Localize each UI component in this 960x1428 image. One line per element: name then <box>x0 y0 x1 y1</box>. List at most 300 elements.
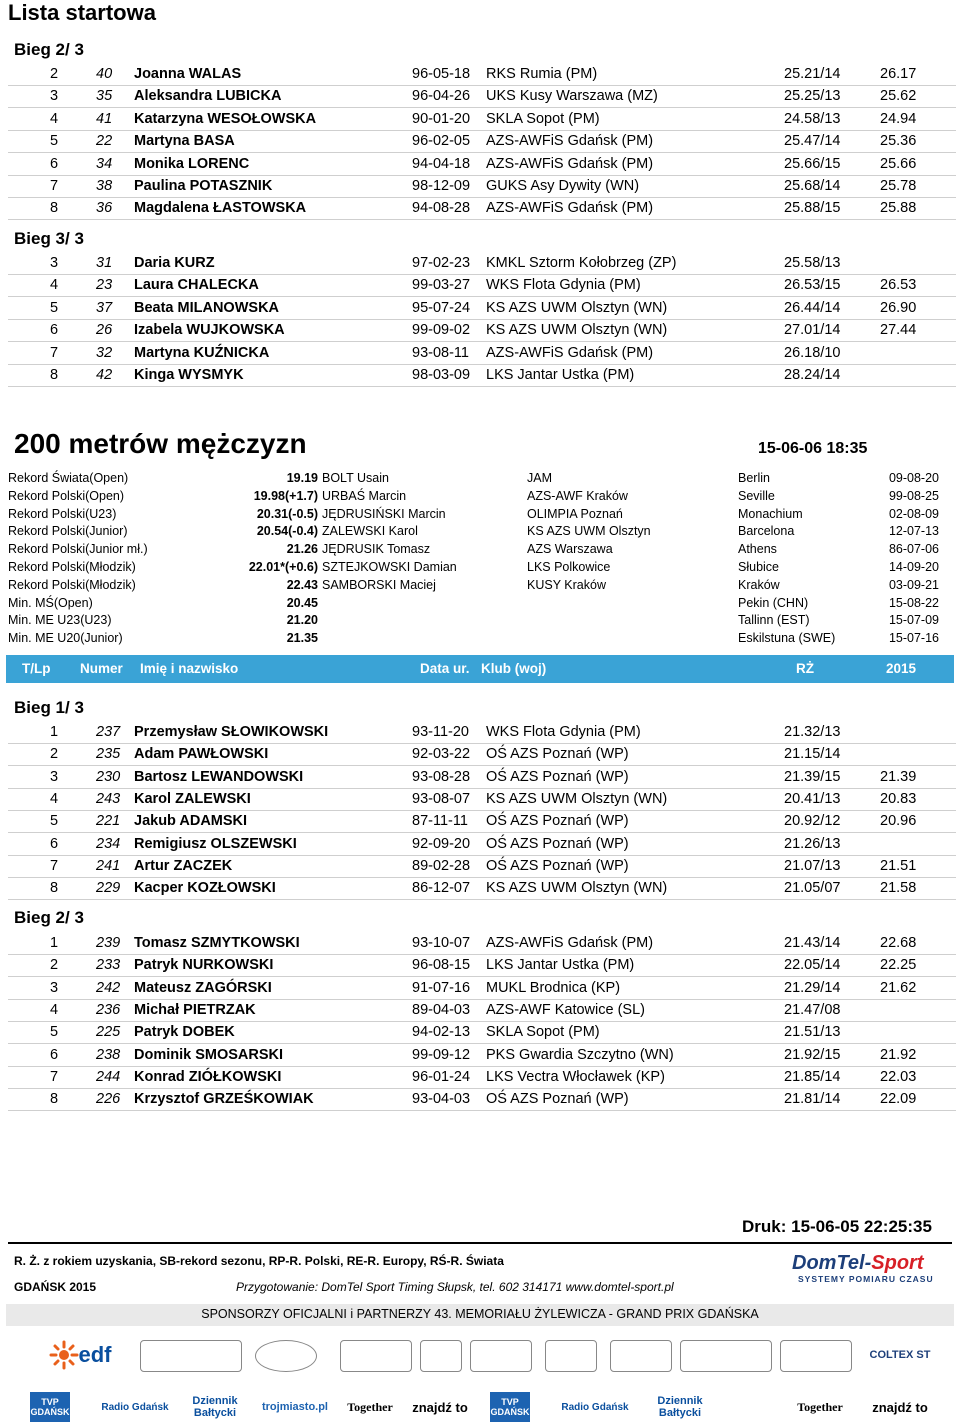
cell-lp: 4 <box>50 1001 59 1018</box>
cell-pb: 21.32/13 <box>784 724 841 740</box>
cell-num: 243 <box>96 790 121 807</box>
cell-lp: 8 <box>50 1091 59 1108</box>
cell-club: OŚ AZS Poznań (WP) <box>486 835 629 852</box>
record-row <box>0 577 960 595</box>
record-club: LKS Polkowice <box>527 560 611 574</box>
cell-club: OŚ AZS Poznań (WP) <box>486 813 629 830</box>
record-city: Słubice <box>738 560 779 574</box>
table-row <box>8 153 956 176</box>
cell-num: 38 <box>96 178 113 194</box>
cell-lp: 5 <box>50 299 59 316</box>
cell-club: KS AZS UWM Olsztyn (WN) <box>486 299 668 316</box>
cell-sb: 25.62 <box>880 88 917 105</box>
sponsor-pfron-logo <box>140 1340 242 1372</box>
cell-name: Tomasz SZMYTKOWSKI <box>134 935 300 951</box>
cell-pb: 27.01/14 <box>784 322 841 339</box>
column-number: Numer <box>80 661 123 676</box>
sponsor-together-logo: Together <box>347 1399 393 1414</box>
cell-club: AZS-AWFiS Gdańsk (PM) <box>486 935 654 951</box>
record-date: 86-07-06 <box>888 542 939 557</box>
cell-dob: 92-03-22 <box>412 746 471 763</box>
record-label: Rekord Świata(Open) <box>8 471 129 485</box>
cell-num: 31 <box>96 255 113 271</box>
cell-pb: 21.92/15 <box>784 1046 841 1063</box>
cell-pb: 21.39/15 <box>784 768 841 785</box>
table-row <box>8 954 956 977</box>
record-club: AZS Warszawa <box>527 542 613 557</box>
cell-name: Karol ZALEWSKI <box>134 790 251 807</box>
cell-num: 239 <box>96 935 121 951</box>
cell-num: 22 <box>96 133 113 150</box>
record-result-value: 21.26 <box>286 542 318 557</box>
cell-sb: 21.39 <box>880 768 917 785</box>
cell-dob: 96-04-26 <box>412 88 471 105</box>
cell-dob: 89-04-03 <box>412 1001 471 1018</box>
cell-lp: 1 <box>50 724 59 740</box>
record-date: 99-08-25 <box>888 488 939 503</box>
record-row <box>0 630 960 648</box>
cell-name: Kacper KOZŁOWSKI <box>134 880 276 897</box>
record-athlete: SAMBORSKI Maciej <box>322 577 436 592</box>
cell-lp: 5 <box>50 1024 59 1041</box>
cell-num: 26 <box>96 322 113 339</box>
table-row <box>8 833 956 856</box>
table-row <box>8 85 956 108</box>
cell-sb: 22.09 <box>880 1091 917 1108</box>
record-date: 14-09-20 <box>888 560 939 574</box>
cell-name: Dominik SMOSARSKI <box>134 1046 284 1063</box>
record-athlete: JĘDRUSIK Tomasz <box>322 542 431 557</box>
cell-pb: 20.41/13 <box>784 790 841 807</box>
cell-name: Konrad ZIÓŁKOWSKI <box>134 1068 282 1085</box>
cell-pb: 21.07/13 <box>784 857 841 874</box>
footer-divider <box>8 1242 952 1244</box>
cell-dob: 93-10-07 <box>412 935 471 951</box>
prepared-by: Przygotowanie: DomTel Sport Timing Słupsk, tel. 602 314171 www.domtel-sport.pl <box>236 1280 674 1294</box>
record-result <box>287 613 318 627</box>
column-header-bar <box>6 655 954 683</box>
cell-dob: 98-12-09 <box>412 178 471 194</box>
cell-dob: 96-02-05 <box>412 133 471 150</box>
record-date: 02-08-09 <box>888 506 939 521</box>
cell-pb: 25.21/14 <box>784 66 841 82</box>
table-row <box>8 108 956 131</box>
cell-sb: 26.53 <box>880 277 917 294</box>
cell-num: 238 <box>96 1046 121 1063</box>
cell-pb: 21.51/13 <box>784 1024 841 1041</box>
record-city: Seville <box>738 488 775 503</box>
cell-dob: 87-11-11 <box>412 813 468 830</box>
record-result-value: 19.98(+1.7) <box>253 488 318 503</box>
cell-name: Przemysław SŁOWIKOWSKI <box>134 724 329 740</box>
cell-club: WKS Flota Gdynia (PM) <box>486 724 641 740</box>
record-result <box>287 631 318 645</box>
cell-name: Kinga WYSMYK <box>134 367 244 383</box>
cell-club: AZS-AWFiS Gdańsk (PM) <box>486 133 654 150</box>
record-date: 15-07-16 <box>888 631 939 646</box>
cell-club: AZS-AWFiS Gdańsk (PM) <box>486 155 654 172</box>
record-date: 03-09-21 <box>888 577 939 592</box>
cell-num: 34 <box>96 155 113 172</box>
cell-club: UKS Kusy Warszawa (MZ) <box>486 88 658 105</box>
cell-name: Mateusz ZAGÓRSKI <box>134 979 272 996</box>
record-city: Berlin <box>738 471 770 485</box>
record-row <box>0 541 960 559</box>
cell-lp: 7 <box>50 178 59 194</box>
cell-dob: 91-07-16 <box>412 979 471 996</box>
cell-dob: 94-04-18 <box>412 155 471 172</box>
cell-dob: 94-02-13 <box>412 1024 471 1041</box>
cell-lp: 1 <box>50 935 59 951</box>
cell-lp: 3 <box>50 255 59 271</box>
cell-dob: 97-02-23 <box>412 255 471 271</box>
cell-club: AZS-AWFiS Gdańsk (PM) <box>486 344 654 361</box>
edf-sun-icon <box>49 1340 79 1370</box>
logo-main-text: DomTel- <box>792 1252 872 1274</box>
cell-pb: 26.18/10 <box>784 344 841 361</box>
cell-name: Artur ZACZEK <box>134 857 233 874</box>
record-row <box>0 523 960 541</box>
cell-sb: 25.88 <box>880 200 917 217</box>
cell-club: KS AZS UWM Olsztyn (WN) <box>486 880 668 897</box>
table-row <box>8 977 956 1000</box>
cell-club: KS AZS UWM Olsztyn (WN) <box>486 790 668 807</box>
table-row <box>8 175 956 198</box>
record-athlete: JĘDRUSIŃSKI Marcin <box>322 506 446 521</box>
cell-dob: 96-05-18 <box>412 66 471 82</box>
cell-num: 244 <box>96 1068 121 1085</box>
sponsor-tvp-logo: TVP GDAŃSK <box>30 1392 70 1422</box>
cell-pb: 21.26/13 <box>784 835 841 852</box>
cell-sb: 22.03 <box>880 1068 917 1085</box>
table-row <box>8 877 956 900</box>
cell-club: OŚ AZS Poznań (WP) <box>486 768 629 785</box>
record-label: Rekord Polski(Open) <box>8 488 125 503</box>
record-city: Athens <box>738 542 777 557</box>
cell-dob: 96-01-24 <box>412 1068 471 1085</box>
edf-text: edf <box>78 1342 112 1367</box>
table-row <box>8 855 956 878</box>
record-result-value: 20.45 <box>286 595 318 610</box>
sponsor-radio-gdansk-logo: Radio Gdańsk <box>101 1401 169 1413</box>
cell-sb: 20.96 <box>880 813 917 830</box>
table-row <box>8 1044 956 1067</box>
event-city-year: GDAŃSK 2015 <box>14 1280 97 1294</box>
sponsor-naftoport-logo <box>470 1340 532 1372</box>
sponsor-radio-gdansk-logo-2: Radio Gdańsk <box>561 1401 629 1413</box>
table-row <box>8 252 956 275</box>
cell-dob: 93-08-11 <box>412 344 469 361</box>
cell-name: Jakub ADAMSKI <box>134 813 248 830</box>
cell-pb: 26.53/15 <box>784 277 841 294</box>
heat-title: Bieg 2/ 3 <box>14 908 84 927</box>
record-result <box>257 507 318 521</box>
cell-club: SKLA Sopot (PM) <box>486 110 600 127</box>
record-club: KUSY Kraków <box>527 577 606 592</box>
table-row <box>8 197 956 220</box>
sponsor-trojmiasto-logo: trojmiasto.pl <box>261 1401 328 1413</box>
cell-num: 233 <box>96 957 121 974</box>
cell-lp: 5 <box>50 813 59 830</box>
record-result-value: 20.31(-0.5) <box>256 506 318 521</box>
table-row <box>8 1088 956 1111</box>
cell-lp: 3 <box>50 979 59 996</box>
record-row <box>0 470 960 488</box>
record-city: Tallinn (EST) <box>738 613 810 628</box>
heat-title: Bieg 2/ 3 <box>14 40 84 59</box>
cell-pb: 21.85/14 <box>784 1068 841 1085</box>
table-row <box>8 932 956 955</box>
record-club: JAM <box>527 471 552 485</box>
cell-dob: 99-09-12 <box>412 1046 471 1063</box>
record-label: Rekord Polski(Junior) <box>8 524 128 539</box>
table-row <box>8 1066 956 1089</box>
event-title: 200 metrów mężczyzn <box>14 428 307 459</box>
record-label: Rekord Polski(Młodzik) <box>8 560 136 574</box>
sponsor-tvp-logo-2: TVP GDAŃSK <box>490 1392 530 1422</box>
record-city: Barcelona <box>738 524 795 539</box>
legend-text: R. Ż. z rokiem uzyskania, SB-rekord sezonu, RP-R. Polski, RE-R. Europy, RŚ-R. Świata <box>14 1254 504 1268</box>
cell-num: 241 <box>96 857 121 874</box>
table-row <box>8 342 956 365</box>
sponsor-znajdz-logo: znajdź to <box>412 1399 468 1415</box>
cell-name: Patryk NURKOWSKI <box>134 957 274 974</box>
sponsor-znajdz-logo-2: znajdź to <box>872 1399 928 1415</box>
cell-num: 226 <box>96 1091 121 1108</box>
cell-pb: 21.47/08 <box>784 1001 841 1018</box>
cell-name: Beata MILANOWSKA <box>134 299 280 316</box>
cell-dob: 95-07-24 <box>412 299 471 316</box>
cell-sb: 26.90 <box>880 299 917 316</box>
cell-lp: 5 <box>50 133 59 150</box>
table-row <box>8 297 956 320</box>
cell-pb: 21.05/07 <box>784 880 841 897</box>
cell-pb: 26.44/14 <box>784 299 841 316</box>
record-row <box>0 595 960 613</box>
table-row <box>8 130 956 153</box>
record-label: Min. ME U23(U23) <box>8 613 112 628</box>
column-pb: RŻ <box>796 661 814 676</box>
cell-lp: 7 <box>50 344 59 361</box>
cell-dob: 98-03-09 <box>412 367 471 383</box>
domtel-logo <box>792 1252 942 1288</box>
cell-sb: 24.94 <box>880 110 917 127</box>
record-result-value: 19.19 <box>286 471 318 485</box>
record-result-value: 22.01*(+0.6) <box>248 560 318 574</box>
record-date: 12-07-13 <box>888 524 939 539</box>
record-label: Min. MŚ(Open) <box>8 595 93 610</box>
cell-name: Daria KURZ <box>134 255 215 271</box>
cell-name: Katarzyna WESOŁOWSKA <box>134 110 317 127</box>
cell-dob: 93-08-28 <box>412 768 471 785</box>
record-row <box>0 559 960 577</box>
cell-pb: 25.66/15 <box>784 155 841 172</box>
record-club: AZS-AWF Kraków <box>527 488 628 503</box>
cell-num: 221 <box>96 813 121 830</box>
cell-club: MUKL Brodnica (KP) <box>486 979 621 996</box>
sponsor-edf-logo <box>30 1340 130 1370</box>
cell-lp: 6 <box>50 322 59 339</box>
table-row <box>8 364 956 387</box>
record-club: OLIMPIA Poznań <box>527 506 623 521</box>
cell-dob: 92-09-20 <box>412 835 471 852</box>
cell-dob: 86-12-07 <box>412 880 471 897</box>
cell-name: Remigiusz OLSZEWSKI <box>134 835 297 852</box>
table-row <box>8 743 956 766</box>
sponsor-zarzad-logo <box>780 1340 852 1372</box>
table-row <box>8 810 956 833</box>
sponsor-mag-logo <box>680 1340 772 1372</box>
record-label: Min. ME U20(Junior) <box>8 631 123 646</box>
sponsor-president-logo <box>340 1340 412 1372</box>
cell-pb: 25.58/13 <box>784 255 841 271</box>
record-result-value: 21.35 <box>286 631 318 646</box>
cell-lp: 8 <box>50 367 59 383</box>
cell-lp: 2 <box>50 66 59 82</box>
cell-club: LKS Jantar Ustka (PM) <box>486 367 635 383</box>
cell-name: Bartosz LEWANDOWSKI <box>134 768 304 785</box>
record-athlete: BOLT Usain <box>322 471 389 485</box>
sponsors-title: SPONSORZY OFICJALNI i PARTNERZY 43. MEMORIAŁU ŻYLEWICZA - GRAND PRIX GDAŃSKA <box>201 1307 759 1321</box>
record-result <box>257 524 318 538</box>
record-city: Kraków <box>738 577 780 592</box>
cell-num: 40 <box>96 66 113 82</box>
record-result <box>287 596 318 610</box>
cell-club: PKS Gwardia Szczytno (WN) <box>486 1046 674 1063</box>
sponsor-together-logo-2: Together <box>797 1399 843 1414</box>
record-result-value: 22.43 <box>286 577 318 592</box>
cell-num: 41 <box>96 110 113 127</box>
cell-lp: 8 <box>50 880 59 897</box>
print-date: Druk: 15-06-05 22:25:35 <box>742 1217 932 1236</box>
cell-sb: 22.25 <box>880 957 917 974</box>
cell-name: Izabela WUJKOWSKA <box>134 322 285 339</box>
sponsor-rockfin-logo <box>545 1340 597 1372</box>
cell-dob: 90-01-20 <box>412 110 471 127</box>
cell-pb: 22.05/14 <box>784 957 841 974</box>
table-row <box>8 274 956 297</box>
cell-lp: 6 <box>50 1046 59 1063</box>
cell-lp: 4 <box>50 277 59 294</box>
cell-sb: 25.66 <box>880 155 917 172</box>
cell-sb: 22.68 <box>880 935 917 951</box>
record-result <box>249 560 318 574</box>
cell-pb: 21.81/14 <box>784 1091 841 1108</box>
cell-lp: 3 <box>50 768 59 785</box>
column-club: Klub (woj) <box>481 661 547 676</box>
cell-num: 230 <box>96 768 121 785</box>
sponsor-dziennik-logo-2: Dziennik Bałtycki <box>657 1395 703 1419</box>
column-lp: T/Lp <box>22 661 51 676</box>
cell-lp: 6 <box>50 155 59 172</box>
cell-name: Joanna WALAS <box>134 66 242 82</box>
record-city: Pekin (CHN) <box>738 595 809 610</box>
cell-num: 23 <box>96 277 113 294</box>
record-result <box>254 489 318 503</box>
cell-club: GUKS Asy Dywity (WN) <box>486 178 640 194</box>
cell-dob: 96-08-15 <box>412 957 471 974</box>
cell-pb: 25.68/14 <box>784 178 841 194</box>
record-date: 09-08-20 <box>888 471 939 485</box>
cell-sb: 27.44 <box>880 322 917 339</box>
cell-sb: 21.62 <box>880 979 917 996</box>
cell-name: Magdalena ŁASTOWSKA <box>134 200 307 217</box>
record-club: KS AZS UWM Olsztyn <box>527 524 651 539</box>
sponsors-banner <box>6 1304 954 1326</box>
record-city: Eskilstuna (SWE) <box>738 631 836 646</box>
record-date: 15-08-22 <box>888 595 939 610</box>
cell-num: 225 <box>96 1024 121 1041</box>
heat-title: Bieg 3/ 3 <box>14 229 84 248</box>
record-city: Monachium <box>738 506 803 521</box>
cell-club: RKS Rumia (PM) <box>486 66 598 82</box>
cell-num: 37 <box>96 299 113 316</box>
cell-pb: 20.92/12 <box>784 813 841 830</box>
table-row <box>8 788 956 811</box>
cell-lp: 3 <box>50 88 59 105</box>
cell-num: 32 <box>96 344 113 361</box>
cell-club: AZS-AWFiS Gdańsk (PM) <box>486 200 654 217</box>
cell-dob: 93-04-03 <box>412 1091 471 1108</box>
record-label: Rekord Polski(Młodzik) <box>8 577 136 592</box>
record-row <box>0 488 960 506</box>
cell-name: Martyna KUŹNICKA <box>134 344 270 361</box>
cell-pb: 28.24/14 <box>784 367 841 383</box>
sponsor-ase-logo <box>610 1340 672 1372</box>
table-row <box>8 721 956 744</box>
cell-pb: 21.29/14 <box>784 979 841 996</box>
cell-dob: 94-08-28 <box>412 200 471 217</box>
column-name: Imię i nazwisko <box>140 661 239 676</box>
cell-lp: 4 <box>50 790 59 807</box>
cell-club: OŚ AZS Poznań (WP) <box>486 746 629 763</box>
table-row <box>8 999 956 1022</box>
cell-club: KS AZS UWM Olsztyn (WN) <box>486 322 668 339</box>
sponsor-dziennik-logo: Dziennik Bałtycki <box>192 1395 238 1419</box>
cell-name: Adam PAWŁOWSKI <box>134 746 269 763</box>
document-title: Lista startowa <box>8 0 156 25</box>
table-row <box>8 1021 956 1044</box>
cell-lp: 2 <box>50 957 59 974</box>
logo-accent-text: Sport <box>871 1252 924 1274</box>
cell-club: OŚ AZS Poznań (WP) <box>486 1091 629 1108</box>
cell-name: Martyna BASA <box>134 133 235 150</box>
cell-name: Laura CHALECKA <box>134 277 259 294</box>
record-athlete: SZTEJKOWSKI Damian <box>322 560 457 574</box>
cell-name: Monika LORENC <box>134 155 250 172</box>
cell-pb: 25.88/15 <box>784 200 841 217</box>
record-result <box>287 471 318 485</box>
cell-dob: 89-02-28 <box>412 857 471 874</box>
cell-pb: 24.58/13 <box>784 110 841 127</box>
cell-name: Paulina POTASZNIK <box>134 178 273 194</box>
cell-dob: 99-09-02 <box>412 322 471 339</box>
cell-sb: 26.17 <box>880 66 917 82</box>
cell-club: AZS-AWF Katowice (SL) <box>486 1001 645 1018</box>
table-row <box>8 766 956 789</box>
cell-lp: 6 <box>50 835 59 852</box>
sponsor-crest-logo <box>255 1340 317 1372</box>
cell-sb: 21.92 <box>880 1046 917 1063</box>
cell-num: 35 <box>96 88 113 105</box>
cell-sb: 21.51 <box>880 857 917 874</box>
cell-num: 237 <box>96 724 121 740</box>
cell-lp: 7 <box>50 1068 59 1085</box>
cell-sb: 21.58 <box>880 880 917 897</box>
record-result-value: 20.54(-0.4) <box>256 524 318 539</box>
cell-club: LKS Vectra Włocławek (KP) <box>486 1068 665 1085</box>
cell-name: Krzysztof GRZEŚKOWIAK <box>134 1091 314 1108</box>
